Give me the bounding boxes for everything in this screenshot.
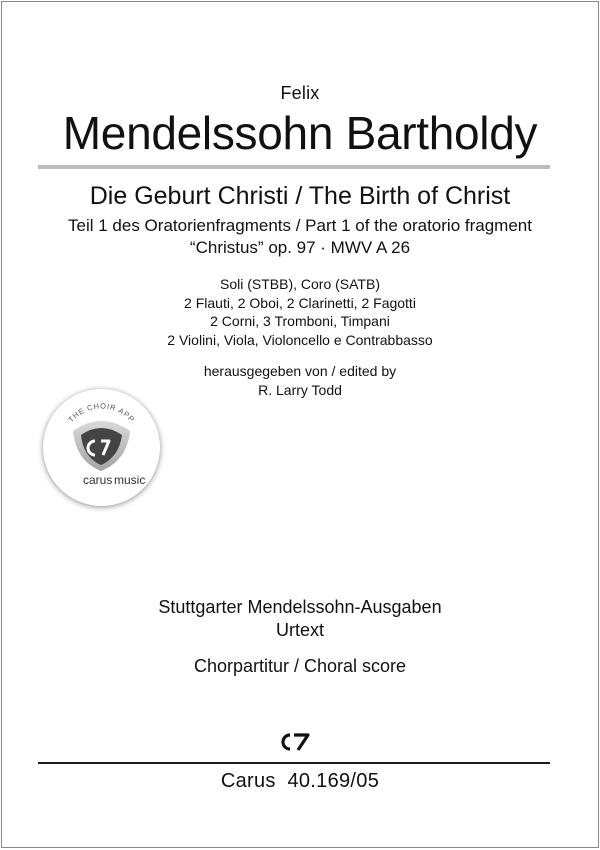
work-title: Die Geburt Christi / The Birth of Christ [89,182,511,210]
carus-choir-app-badge[interactable] [43,389,160,506]
editor-name: R. Larry Todd [258,381,342,398]
choir-app-logo-icon [43,389,160,506]
work-subtitle-line-2: “Christus” op. 97 · MWV A 26 [189,238,411,257]
scoring-line: 2 Violini, Viola, Violoncello e Contrabbasso [167,331,433,348]
series-name: Stuttgarter Mendelssohn-Ausgaben [158,597,442,617]
composer-last-name: Mendelssohn Bartholdy [62,107,538,159]
badge-arc-text: THE CHOIR APP [66,401,137,425]
svg-text:carus: carus [83,473,113,487]
score-cover-page [1,1,599,848]
title-divider [38,165,550,169]
composer-first-name: Felix [280,83,320,103]
edition-type: Chorpartitur / Choral score [193,656,407,676]
scoring-line: Soli (STBB), Coro (SATB) [220,276,380,292]
work-subtitle-line-1: Teil 1 des Oratorienfragments / Part 1 of the oratorio fragment [68,216,532,235]
editor-label: herausgegeben von / edited by [203,363,397,379]
footer-divider [38,762,550,764]
catalog-number: Carus 40.169/05 [220,770,380,792]
svg-text:music: music [114,473,146,487]
scoring-list [42,275,558,349]
scoring-line: 2 Flauti, 2 Oboi, 2 Clarinetti, 2 Fagotti [184,294,416,311]
scoring-line: 2 Corni, 3 Tromboni, Timpani [210,313,390,329]
carus-logo-icon [279,732,311,752]
series-type: Urtext [275,620,324,640]
